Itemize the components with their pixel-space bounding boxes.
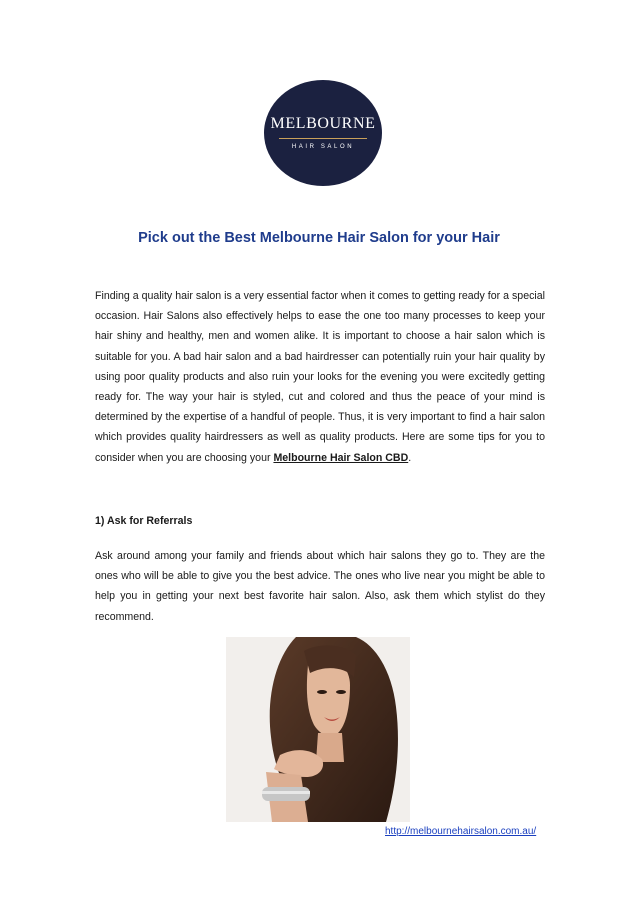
logo-subtitle: HAIR SALON	[291, 144, 355, 150]
logo-name: MELBOURNE	[270, 115, 376, 132]
section-heading: 1) Ask for Referrals	[95, 515, 193, 527]
model-photo	[226, 637, 410, 822]
article-title: Pick out the Best Melbourne Hair Salon for your Hair	[138, 230, 500, 246]
model-photo-illustration	[226, 637, 410, 822]
intro-paragraph	[95, 286, 545, 468]
intro-text: Finding a quality hair salon is a very essential factor when it comes to getting ready for a special occasion. Hair Salons also effectively helps to ease the one too many processes to keep your hair shiny and healthy, men and women alike. It is important to choose a hair salon which is suitable for you. A bad hair salon and a bad hairdresser can potentially ruin your hair quality by using poor quality products and also ruin your looks for the evening you were excitedly getting ready for. The way your hair is styled, cut and colored and thus the peace of your mind is determined by the expertise of a handful of people. Thus, it is very important to find a hair salon which provides quality hairdressers as well as quality products. Here are some tips for you to consider when you are choosing your	[95, 290, 545, 464]
melbourne-hair-salon-link[interactable]: Melbourne Hair Salon CBD	[273, 451, 409, 464]
referrals-paragraph: Ask around among your family and friends about which hair salons they go to. They are the ones who will be able to give you the best advice. The ones who live near you might be able to help you in getting your next best favorite hair salon. Also, ask them which stylist do they recommend.	[95, 550, 545, 623]
salon-logo	[264, 80, 382, 186]
website-url-link[interactable]: http://melbournehairsalon.com.au/	[385, 826, 537, 837]
intro-end: .	[408, 451, 412, 464]
logo-divider	[279, 138, 367, 139]
